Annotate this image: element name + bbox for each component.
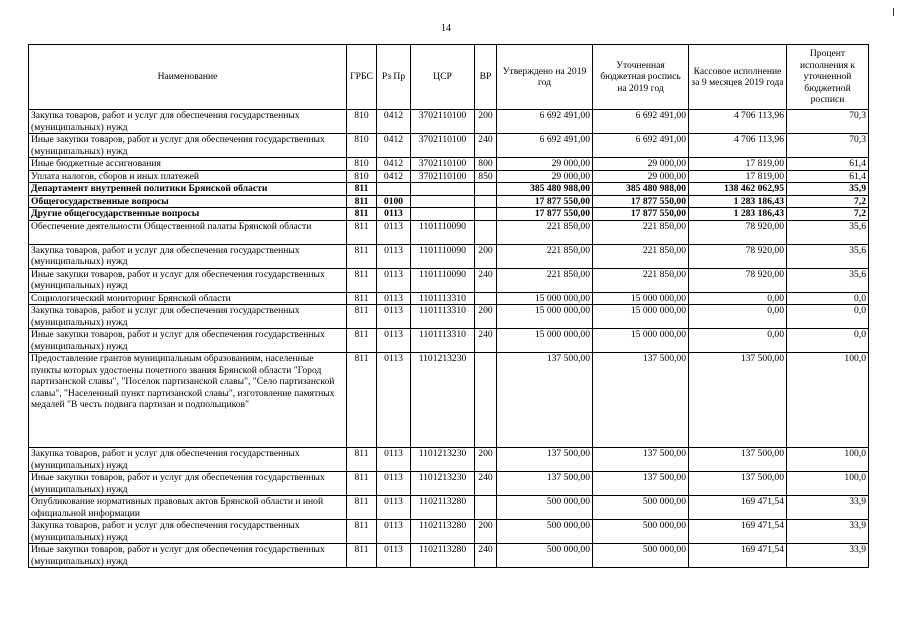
- cell-approved: 15 000 000,00: [497, 329, 593, 353]
- table-row: [29, 195, 869, 208]
- cell-grbs: 811: [347, 208, 377, 221]
- cell-approved: 221 850,00: [497, 244, 593, 268]
- cell-rzpr: 0113: [377, 448, 411, 472]
- cell-refined: 17 877 550,00: [593, 208, 689, 221]
- cell-refined: 29 000,00: [593, 158, 689, 171]
- cell-cash: 4 706 113,96: [689, 110, 787, 134]
- table-row: [29, 183, 869, 196]
- cell-name: Обеспечение деятельности Общественной палаты Брянской области: [29, 220, 347, 244]
- cell-refined: 221 850,00: [593, 268, 689, 292]
- cell-rzpr: 0113: [377, 268, 411, 292]
- cell-name: Опубликование нормативных правовых актов Брянской области и иной официальной информации: [29, 496, 347, 520]
- cell-cash: 138 462 062,95: [689, 183, 787, 196]
- cell-cash: 78 920,00: [689, 220, 787, 244]
- cell-grbs: 811: [347, 353, 377, 448]
- cell-percent: 7,2: [787, 208, 869, 221]
- header-vr: ВР: [475, 45, 497, 110]
- cell-csr: 3702110100: [411, 110, 475, 134]
- cell-approved: 137 500,00: [497, 448, 593, 472]
- header-refined: Уточненная бюджетная роспись на 2019 год: [593, 45, 689, 110]
- cell-csr: 3702110100: [411, 134, 475, 158]
- cell-grbs: 811: [347, 195, 377, 208]
- cell-rzpr: 0113: [377, 544, 411, 568]
- cell-approved: 15 000 000,00: [497, 292, 593, 305]
- cell-name: Закупка товаров, работ и услуг для обеспечения государственных (муниципальных) нужд: [29, 520, 347, 544]
- cell-csr: 1101110090: [411, 220, 475, 244]
- cell-name: Закупка товаров, работ и услуг для обеспечения государственных (муниципальных) нужд: [29, 305, 347, 329]
- cell-vr: [475, 195, 497, 208]
- cell-refined: 6 692 491,00: [593, 134, 689, 158]
- cell-approved: 500 000,00: [497, 520, 593, 544]
- cell-refined: 15 000 000,00: [593, 305, 689, 329]
- cell-vr: [475, 220, 497, 244]
- cell-grbs: 810: [347, 110, 377, 134]
- cell-grbs: 811: [347, 305, 377, 329]
- cell-vr: 240: [475, 134, 497, 158]
- cell-cash: 78 920,00: [689, 244, 787, 268]
- header-csr: ЦСР: [411, 45, 475, 110]
- cell-rzpr: 0113: [377, 520, 411, 544]
- cell-cash: 169 471,54: [689, 496, 787, 520]
- cell-refined: 137 500,00: [593, 472, 689, 496]
- cell-name: Социологический мониторинг Брянской области: [29, 292, 347, 305]
- cell-percent: 0,0: [787, 305, 869, 329]
- cell-name: Предоставление грантов муниципальным образованиям, населенные пункты которых удостоены почетного звания Брянской области "Город партизанской славы", "Поселок партизанской славы", "Село партизанской славы", "Населенный пункт партизанской славы", изготовление памятных медалей "В честь подвига партизан и подпольщиков": [29, 353, 347, 448]
- cell-cash: 17 819,00: [689, 158, 787, 171]
- cell-csr: 3702110100: [411, 170, 475, 183]
- cell-approved: 29 000,00: [497, 158, 593, 171]
- cell-rzpr: 0412: [377, 134, 411, 158]
- cell-csr: 1101113310: [411, 329, 475, 353]
- table-row: [29, 496, 869, 520]
- cell-grbs: 811: [347, 220, 377, 244]
- cell-rzpr: 0113: [377, 244, 411, 268]
- table-row: [29, 158, 869, 171]
- cell-vr: 240: [475, 544, 497, 568]
- cell-percent: 61,4: [787, 170, 869, 183]
- cell-percent: 100,0: [787, 472, 869, 496]
- cell-approved: 17 877 550,00: [497, 195, 593, 208]
- cell-refined: 15 000 000,00: [593, 329, 689, 353]
- budget-table: [28, 44, 869, 568]
- cell-approved: 6 692 491,00: [497, 110, 593, 134]
- cell-percent: 61,4: [787, 158, 869, 171]
- table-row: [29, 544, 869, 568]
- cell-percent: 33,9: [787, 496, 869, 520]
- cell-vr: 800: [475, 158, 497, 171]
- cell-percent: 33,9: [787, 544, 869, 568]
- cell-percent: 100,0: [787, 448, 869, 472]
- table-row: [29, 110, 869, 134]
- cell-name: Иные закупки товаров, работ и услуг для обеспечения государственных (муниципальных) нужд: [29, 268, 347, 292]
- header-cash: Кассовое исполнение за 9 месяцев 2019 года: [689, 45, 787, 110]
- cell-rzpr: 0113: [377, 208, 411, 221]
- cell-grbs: 811: [347, 448, 377, 472]
- cell-name: Иные закупки товаров, работ и услуг для обеспечения государственных (муниципальных) нужд: [29, 472, 347, 496]
- cell-approved: 385 480 988,00: [497, 183, 593, 196]
- cell-grbs: 810: [347, 170, 377, 183]
- cell-csr: 1101213230: [411, 353, 475, 448]
- cell-grbs: 811: [347, 496, 377, 520]
- cell-percent: 0,0: [787, 329, 869, 353]
- cell-name: Иные закупки товаров, работ и услуг для обеспечения государственных (муниципальных) нужд: [29, 134, 347, 158]
- cell-percent: 35,9: [787, 183, 869, 196]
- table-row: [29, 520, 869, 544]
- cell-approved: 500 000,00: [497, 496, 593, 520]
- table-row: [29, 305, 869, 329]
- table-row: [29, 353, 869, 448]
- cell-csr: 1102113280: [411, 496, 475, 520]
- cell-cash: 137 500,00: [689, 448, 787, 472]
- cell-refined: 500 000,00: [593, 544, 689, 568]
- table-row: [29, 208, 869, 221]
- cell-approved: 15 000 000,00: [497, 305, 593, 329]
- cell-rzpr: 0412: [377, 170, 411, 183]
- table-row: [29, 170, 869, 183]
- cell-rzpr: 0113: [377, 496, 411, 520]
- cell-grbs: 810: [347, 158, 377, 171]
- header-grbs: ГРБС: [347, 45, 377, 110]
- cell-approved: 6 692 491,00: [497, 134, 593, 158]
- cell-vr: 240: [475, 329, 497, 353]
- cell-vr: 240: [475, 268, 497, 292]
- cell-grbs: 811: [347, 183, 377, 196]
- cell-vr: 200: [475, 244, 497, 268]
- cell-refined: 29 000,00: [593, 170, 689, 183]
- cell-grbs: 811: [347, 268, 377, 292]
- cell-rzpr: 0113: [377, 472, 411, 496]
- cell-approved: 221 850,00: [497, 220, 593, 244]
- header-rzpr: Рз Пр: [377, 45, 411, 110]
- cell-csr: [411, 208, 475, 221]
- header-name: Наименование: [29, 45, 347, 110]
- cell-grbs: 811: [347, 292, 377, 305]
- cell-vr: [475, 183, 497, 196]
- cell-vr: 200: [475, 520, 497, 544]
- cell-percent: 7,2: [787, 195, 869, 208]
- cell-refined: 500 000,00: [593, 520, 689, 544]
- cell-percent: 100,0: [787, 353, 869, 448]
- cell-csr: 3702110100: [411, 158, 475, 171]
- cell-grbs: 811: [347, 244, 377, 268]
- cell-percent: 0,0: [787, 292, 869, 305]
- cell-cash: 137 500,00: [689, 353, 787, 448]
- cell-cash: 137 500,00: [689, 472, 787, 496]
- cell-cash: 0,00: [689, 329, 787, 353]
- table-row: [29, 329, 869, 353]
- cell-refined: 15 000 000,00: [593, 292, 689, 305]
- cell-refined: 137 500,00: [593, 353, 689, 448]
- cell-name: Уплата налогов, сборов и иных платежей: [29, 170, 347, 183]
- header-approved: Утверждено на 2019 год: [497, 45, 593, 110]
- cell-cash: 1 283 186,43: [689, 195, 787, 208]
- cell-cash: 4 706 113,96: [689, 134, 787, 158]
- cell-csr: 1101213230: [411, 472, 475, 496]
- cell-vr: [475, 353, 497, 448]
- cell-rzpr: 0412: [377, 110, 411, 134]
- cell-cash: 0,00: [689, 305, 787, 329]
- cell-name: Другие общегосударственные вопросы: [29, 208, 347, 221]
- table-row: [29, 244, 869, 268]
- table-row: [29, 448, 869, 472]
- cell-name: Иные бюджетные ассигнования: [29, 158, 347, 171]
- cell-vr: 200: [475, 110, 497, 134]
- page-number: 14: [441, 23, 451, 34]
- cell-name: Закупка товаров, работ и услуг для обеспечения государственных (муниципальных) нужд: [29, 110, 347, 134]
- table-row: [29, 292, 869, 305]
- cell-cash: 78 920,00: [689, 268, 787, 292]
- cell-csr: 1102113280: [411, 520, 475, 544]
- cell-grbs: 811: [347, 544, 377, 568]
- cell-rzpr: 0412: [377, 158, 411, 171]
- cell-cash: 0,00: [689, 292, 787, 305]
- edge-mark: [893, 8, 894, 16]
- table-row: [29, 220, 869, 244]
- cell-refined: 221 850,00: [593, 244, 689, 268]
- cell-vr: 850: [475, 170, 497, 183]
- cell-cash: 1 283 186,43: [689, 208, 787, 221]
- cell-refined: 6 692 491,00: [593, 110, 689, 134]
- header-percent: Процент исполнения к уточненной бюджетной росписи: [787, 45, 869, 110]
- cell-approved: 500 000,00: [497, 544, 593, 568]
- cell-approved: 137 500,00: [497, 353, 593, 448]
- cell-percent: 70,3: [787, 134, 869, 158]
- cell-percent: 35,6: [787, 220, 869, 244]
- cell-rzpr: [377, 183, 411, 196]
- cell-refined: 137 500,00: [593, 448, 689, 472]
- cell-vr: [475, 496, 497, 520]
- cell-percent: 70,3: [787, 110, 869, 134]
- cell-percent: 35,6: [787, 268, 869, 292]
- cell-rzpr: 0113: [377, 305, 411, 329]
- cell-grbs: 811: [347, 520, 377, 544]
- cell-rzpr: 0113: [377, 353, 411, 448]
- cell-approved: 17 877 550,00: [497, 208, 593, 221]
- cell-refined: 385 480 988,00: [593, 183, 689, 196]
- cell-csr: 1101110090: [411, 244, 475, 268]
- cell-cash: 169 471,54: [689, 544, 787, 568]
- cell-vr: 200: [475, 448, 497, 472]
- cell-cash: 17 819,00: [689, 170, 787, 183]
- cell-approved: 221 850,00: [497, 268, 593, 292]
- cell-percent: 35,6: [787, 244, 869, 268]
- cell-grbs: 811: [347, 472, 377, 496]
- cell-rzpr: 0113: [377, 220, 411, 244]
- cell-refined: 221 850,00: [593, 220, 689, 244]
- table-row: [29, 472, 869, 496]
- cell-csr: 1102113280: [411, 544, 475, 568]
- cell-name: Закупка товаров, работ и услуг для обеспечения государственных (муниципальных) нужд: [29, 448, 347, 472]
- table-header-row: [29, 45, 869, 110]
- cell-csr: 1101213230: [411, 448, 475, 472]
- cell-name: Закупка товаров, работ и услуг для обеспечения государственных (муниципальных) нужд: [29, 244, 347, 268]
- cell-csr: 1101110090: [411, 268, 475, 292]
- cell-percent: 33,9: [787, 520, 869, 544]
- cell-csr: 1101113310: [411, 292, 475, 305]
- cell-vr: 200: [475, 305, 497, 329]
- cell-vr: [475, 292, 497, 305]
- cell-name: Департамент внутренней политики Брянской области: [29, 183, 347, 196]
- cell-vr: 240: [475, 472, 497, 496]
- cell-refined: 17 877 550,00: [593, 195, 689, 208]
- cell-grbs: 810: [347, 134, 377, 158]
- cell-csr: [411, 183, 475, 196]
- cell-vr: [475, 208, 497, 221]
- cell-approved: 137 500,00: [497, 472, 593, 496]
- cell-name: Общегосударственные вопросы: [29, 195, 347, 208]
- cell-name: Иные закупки товаров, работ и услуг для обеспечения государственных (муниципальных) нужд: [29, 329, 347, 353]
- cell-csr: 1101113310: [411, 305, 475, 329]
- cell-rzpr: 0113: [377, 292, 411, 305]
- cell-cash: 169 471,54: [689, 520, 787, 544]
- cell-grbs: 811: [347, 329, 377, 353]
- cell-refined: 500 000,00: [593, 496, 689, 520]
- cell-name: Иные закупки товаров, работ и услуг для обеспечения государственных (муниципальных) нужд: [29, 544, 347, 568]
- cell-rzpr: 0100: [377, 195, 411, 208]
- cell-rzpr: 0113: [377, 329, 411, 353]
- table-row: [29, 268, 869, 292]
- cell-csr: [411, 195, 475, 208]
- table-row: [29, 134, 869, 158]
- cell-approved: 29 000,00: [497, 170, 593, 183]
